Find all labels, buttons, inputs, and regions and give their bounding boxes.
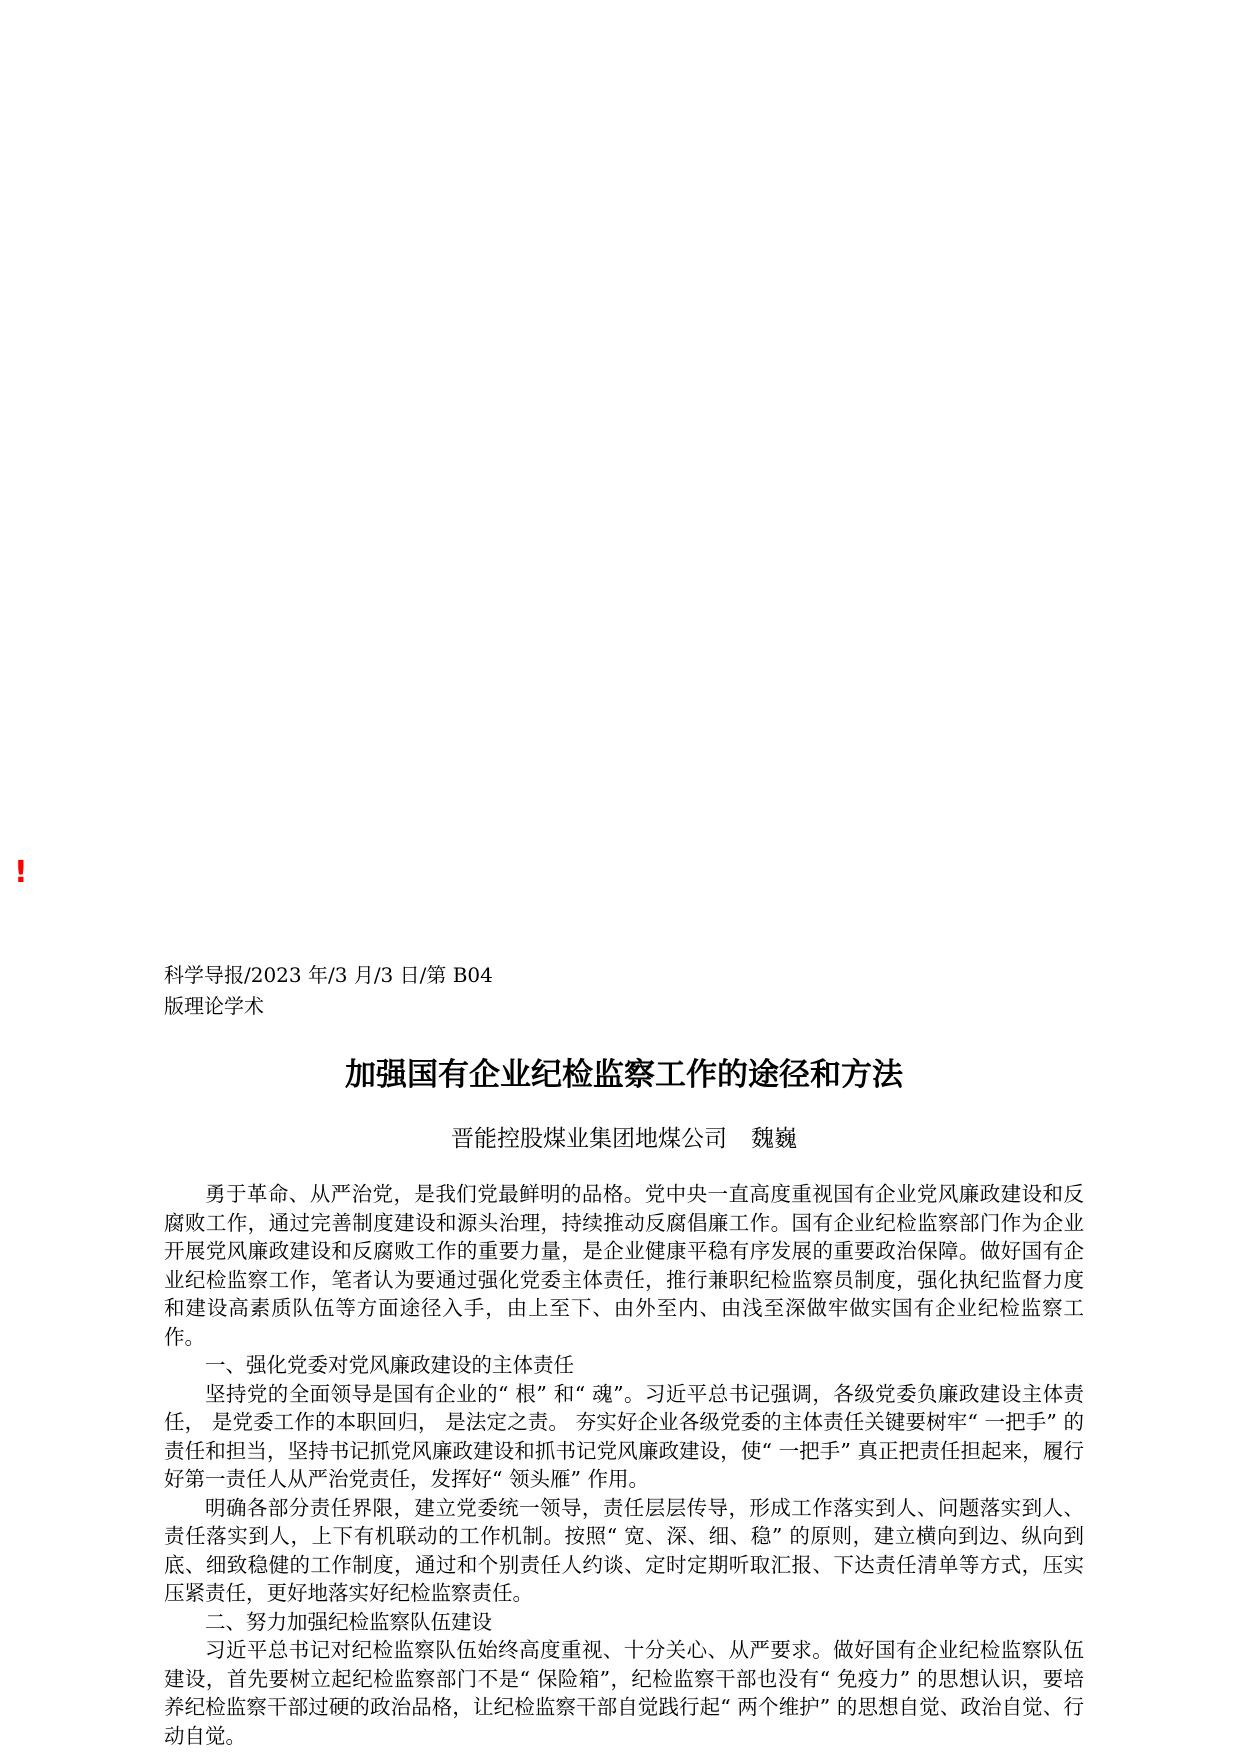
article-body — [164, 1180, 1084, 1750]
section-heading-1: 一、强化党委对党风廉政建设的主体责任 — [205, 1353, 574, 1377]
byline — [164, 1123, 1084, 1155]
article — [164, 960, 1084, 1750]
source-line-section: 版理论学术 — [164, 994, 264, 1018]
paragraph-intro: 勇于革命、从严治党，是我们党最鲜明的品格。党中央一直高度重视国有企业党风廉政建设和反腐败工作，通过完善制度建设和源头治理，持续推动反腐倡廉工作。国有企业纪检监察部门作为企业开展党风廉政建设和反腐败工作的重要力量，是企业健康平稳有序发展的重要政治保障。做好国有企业纪检监察工作，笔者认为要通过强化党委主体责任，推行兼职纪检监察员制度，强化执纪监督力度和建设高素质队伍等方面途径入手，由上至下、由外至内、由浅至深做牢做实国有企业纪检监察工作。 — [164, 1182, 1084, 1349]
source-info — [164, 960, 1084, 1022]
red-exclamation-marker: ! — [14, 855, 28, 890]
source-line-date: 科学导报/2023 年/3 月/3 日/第 B04 — [164, 963, 493, 987]
paragraph: 明确各部分责任界限，建立党委统一领导，责任层层传导，形成工作落实到人、问题落实到人、责任落实到人，上下有机联动的工作机制。按照“ 宽、深、细、稳” 的原则，建立横向到边、纵向到底、细致稳健的工作制度，通过和个别责任人约谈、定时定期听取汇报、下达责任清单等方式，压实压紧责任，更好地落实好纪检监察责任。 — [164, 1495, 1084, 1605]
author-organization: 晋能控股煤业集团地煤公司 — [451, 1126, 727, 1152]
paragraph: 习近平总书记对纪检监察队伍始终高度重视、十分关心、从严要求。做好国有企业纪检监察队伍建设，首先要树立起纪检监察部门不是“ 保险箱”，纪检监察干部也没有“ 免疫力” 的思想认识，要培养纪检监察干部过硬的政治品格，让纪检监察干部自觉践行起“ 两个维护” 的思想自觉、政治自觉、行动自觉。 — [164, 1638, 1084, 1748]
paragraph: 坚持党的全面领导是国有企业的“ 根” 和“ 魂”。习近平总书记强调，各级党委负廉政建设主体责任， 是党委工作的本职回归， 是法定之责。 夯实好企业各级党委的主体责任关键要树牢“ 一把手” 的责任和担当，坚持书记抓党风廉政建设和抓书记党风廉政建设，使“ 一把手” 真正把责任担起来，履行好第一责任人从严治党责任，发挥好“ 领头雁” 作用。 — [164, 1381, 1084, 1491]
article-title: 加强国有企业纪检监察工作的途径和方法 — [345, 1057, 903, 1093]
section-heading-2: 二、努力加强纪检监察队伍建设 — [205, 1609, 492, 1634]
author-name: 魏巍 — [751, 1126, 797, 1152]
